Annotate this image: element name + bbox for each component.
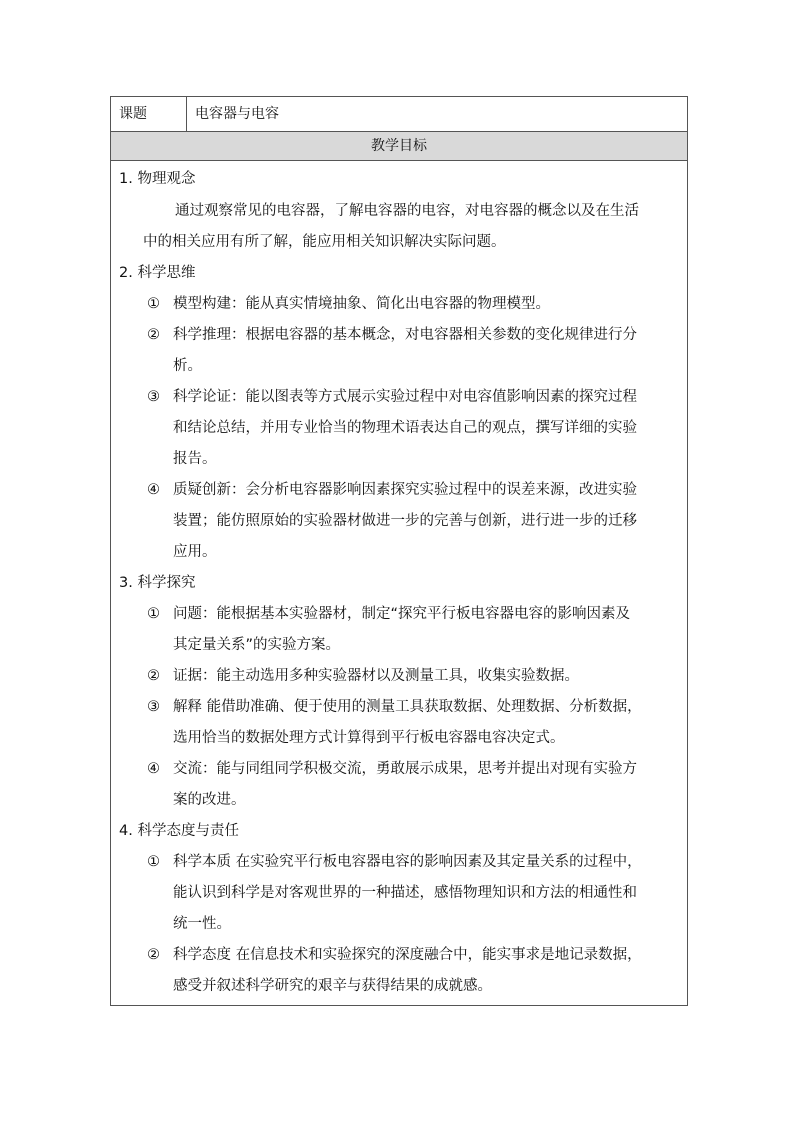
section-heading: 1. 物理观念 bbox=[119, 171, 196, 187]
item-line: 报告。 bbox=[173, 451, 217, 467]
item-number: ② bbox=[147, 947, 160, 963]
item-line: 装置；能仿照原始的实验器材做进一步的完善与创新，进行进一步的迁移 bbox=[173, 513, 637, 529]
item-number: ④ bbox=[147, 482, 160, 498]
item-line: 应用。 bbox=[173, 544, 217, 560]
item-line: 选用恰当的数据处理方式计算得到平行板电容器电容决定式。 bbox=[173, 730, 565, 746]
item-line: 科学论证：能以图表等方式展示实验过程中对电容值影响因素的探究过程 bbox=[173, 389, 637, 405]
item-line: 解释 能借助准确、便于使用的测量工具获取数据、处理数据、分析数据， bbox=[173, 699, 642, 715]
objectives-header: 教学目标 bbox=[111, 132, 687, 161]
lesson-plan-table bbox=[110, 96, 688, 1006]
item-line: 科学推理：根据电容器的基本概念，对电容器相关参数的变化规律进行分 bbox=[173, 327, 637, 343]
item-line: 模型构建：能从真实情境抽象、简化出电容器的物理模型。 bbox=[173, 296, 550, 312]
section-heading: 3. 科学探究 bbox=[119, 575, 196, 591]
item-line: 能认识到科学是对客观世界的一种描述，感悟物理知识和方法的相通性和 bbox=[173, 885, 637, 901]
title-row bbox=[111, 97, 687, 132]
paragraph-line: 中的相关应用有所了解，能应用相关知识解决实际问题。 bbox=[143, 234, 506, 250]
section-heading: 4. 科学态度与责任 bbox=[119, 823, 239, 839]
item-number: ③ bbox=[147, 699, 160, 715]
item-number: ② bbox=[147, 668, 160, 684]
item-line: 科学本质 在实验究平行板电容器电容的影响因素及其定量关系的过程中， bbox=[173, 854, 642, 870]
topic-label: 课题 bbox=[111, 97, 187, 131]
item-number: ① bbox=[147, 854, 160, 870]
item-line: 和结论总结，并用专业恰当的物理术语表达自己的观点，撰写详细的实验 bbox=[173, 420, 637, 436]
item-number: ④ bbox=[147, 761, 160, 777]
item-number: ① bbox=[147, 606, 160, 622]
item-line: 其定量关系”的实验方案。 bbox=[173, 637, 341, 653]
item-line: 案的改进。 bbox=[173, 792, 246, 808]
item-line: 质疑创新：会分析电容器影响因素探究实验过程中的误差来源，改进实验 bbox=[173, 482, 637, 498]
item-line: 科学态度 在信息技术和实验探究的深度融合中，能实事求是地记录数据， bbox=[173, 947, 642, 963]
item-number: ③ bbox=[147, 389, 160, 405]
paragraph-line: 通过观察常见的电容器，了解电容器的电容，对电容器的概念以及在生活 bbox=[175, 203, 639, 219]
item-number: ① bbox=[147, 296, 160, 312]
item-line: 交流：能与同组同学积极交流，勇敢展示成果，思考并提出对现有实验方 bbox=[173, 761, 637, 777]
item-line: 感受并叙述科学研究的艰辛与获得结果的成就感。 bbox=[173, 978, 492, 994]
item-line: 析。 bbox=[173, 358, 202, 374]
section-heading: 2. 科学思维 bbox=[119, 265, 196, 281]
item-line: 证据：能主动选用多种实验器材以及测量工具，收集实验数据。 bbox=[173, 668, 579, 684]
item-line: 统一性。 bbox=[173, 916, 231, 932]
topic-value: 电容器与电容 bbox=[195, 106, 279, 122]
item-line: 问题：能根据基本实验器材，制定“探究平行板电容器电容的影响因素及 bbox=[173, 606, 631, 622]
item-number: ② bbox=[147, 327, 160, 343]
